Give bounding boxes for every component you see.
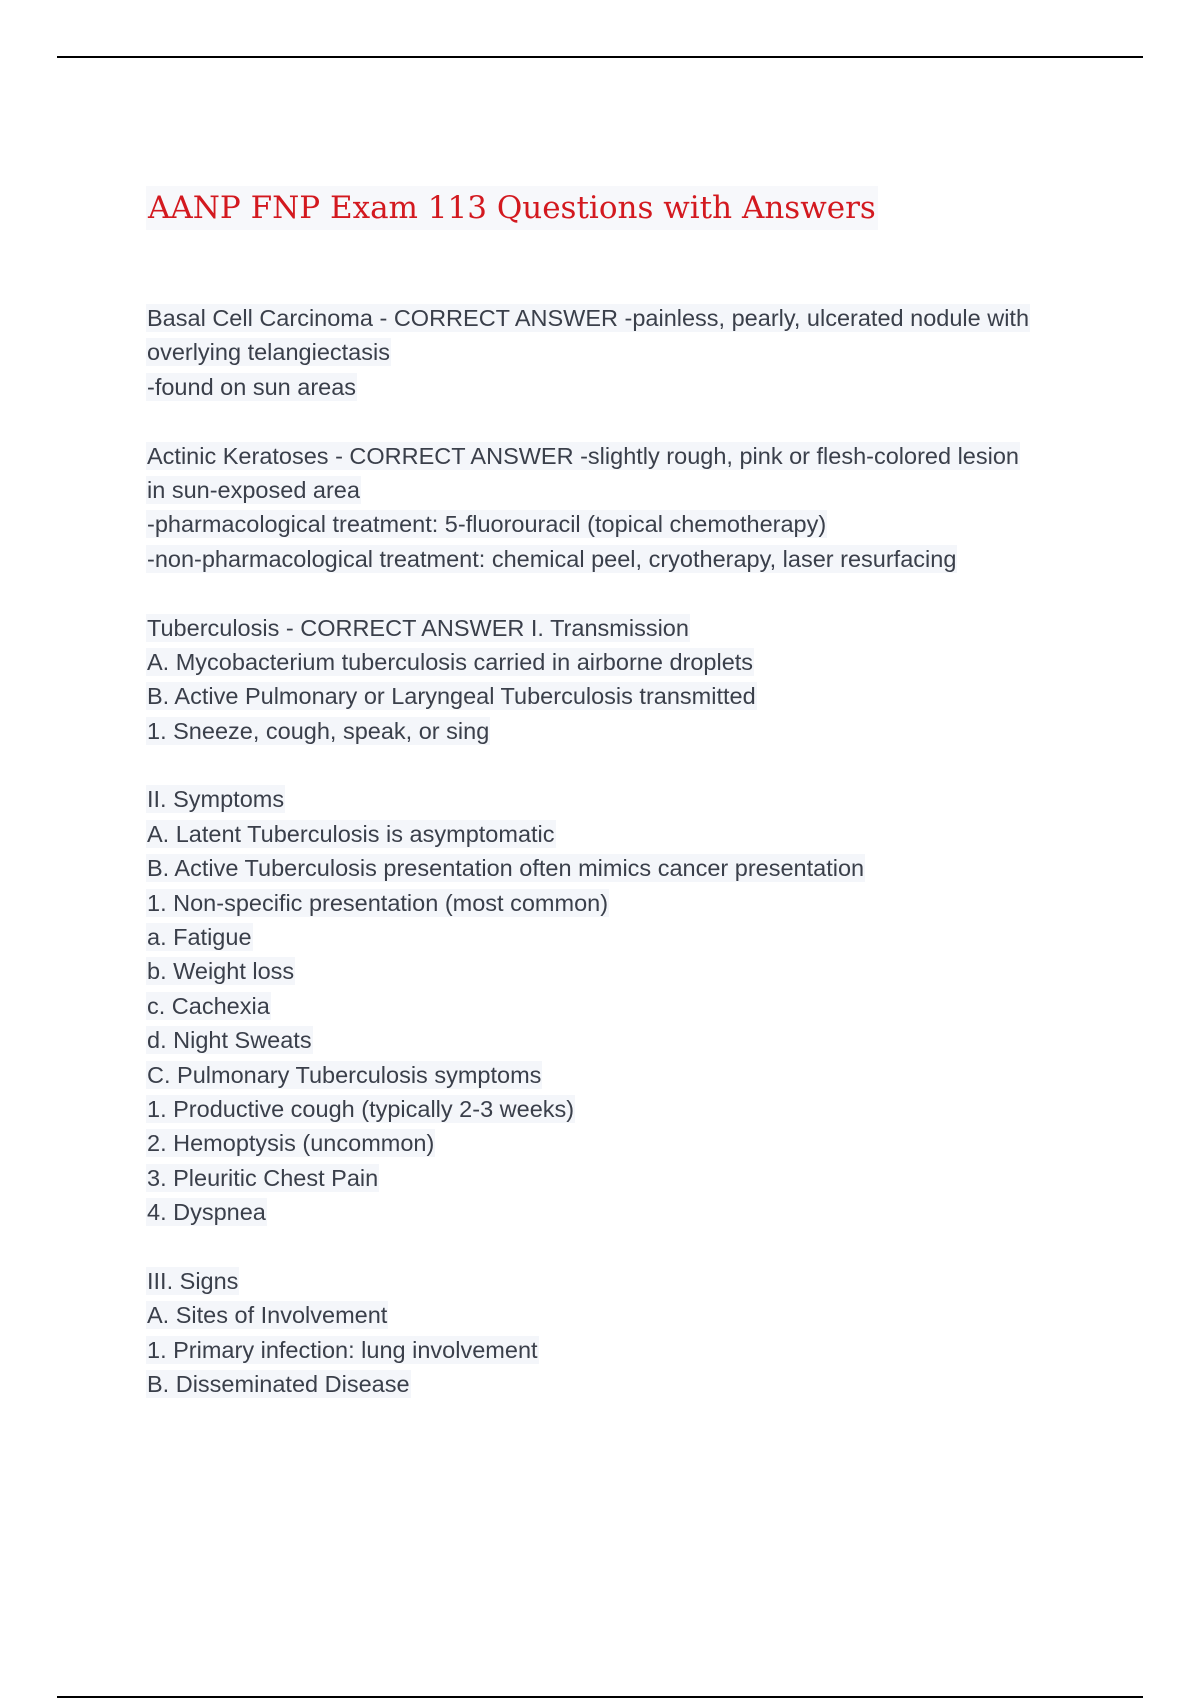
text-line: Actinic Keratoses - CORRECT ANSWER -slightly rough, pink or flesh-colored lesion [147,442,1019,469]
blank-line [146,748,1106,782]
text-line: b. Weight loss [147,958,295,985]
text-line: overlying telangiectasis [147,339,390,366]
text-line: -pharmacological treatment: 5-fluorouracil (topical chemotherapy) [147,511,827,538]
text-line: 1. Sneeze, cough, speak, or sing [147,717,490,744]
bottom-rule [57,1696,1143,1698]
text-line: in sun-exposed area [147,476,360,503]
text-line: 4. Dyspnea [147,1199,266,1226]
text-line: d. Night Sweats [147,1027,312,1054]
text-line: -found on sun areas [147,373,357,400]
text-line: A. Latent Tuberculosis is asymptomatic [147,820,555,847]
blank-line [146,404,1106,438]
text-line: c. Cachexia [147,992,270,1019]
text-line: A. Mycobacterium tuberculosis carried in airborne droplets [147,648,754,675]
text-line: II. Symptoms [147,786,285,813]
text-line: Basal Cell Carcinoma - CORRECT ANSWER -painless, pearly, ulcerated nodule with [147,305,1030,331]
text-line: -non-pharmacological treatment: chemical peel, cryotherapy, laser resurfacing [147,545,957,572]
text-line: C. Pulmonary Tuberculosis symptoms [147,1061,542,1088]
blank-line [146,576,1106,610]
text-line: III. Signs [147,1267,239,1294]
text-line: 1. Non-specific presentation (most common) [147,889,609,916]
text-line: 2. Hemoptysis (uncommon) [147,1130,435,1157]
text-line: Tuberculosis - CORRECT ANSWER I. Transmission [147,614,689,641]
text-line: 1. Productive cough (typically 2-3 weeks) [147,1095,575,1122]
text-line: B. Disseminated Disease [147,1371,410,1398]
text-line: 3. Pleuritic Chest Pain [147,1164,379,1191]
text-line: B. Active Pulmonary or Laryngeal Tuberculosis transmitted [147,683,756,710]
text-line: A. Sites of Involvement [147,1302,388,1329]
top-rule [57,56,1143,58]
blank-line [146,1230,1106,1264]
text-line: a. Fatigue [147,924,252,951]
document-title: AANP FNP Exam 113 Questions with Answers [146,186,878,230]
text-line: B. Active Tuberculosis presentation often mimics cancer presentation [147,855,865,882]
text-line: 1. Primary infection: lung involvement [147,1336,538,1363]
document-body [146,301,1106,1402]
